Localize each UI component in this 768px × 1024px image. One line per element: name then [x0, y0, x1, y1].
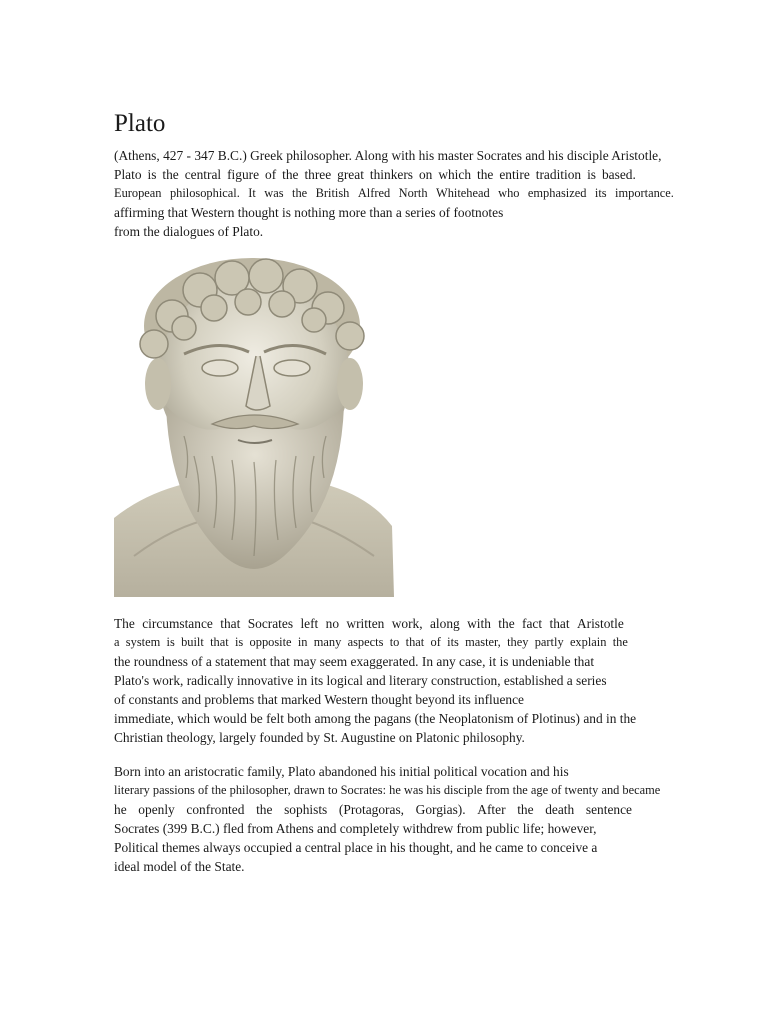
- word: European: [114, 186, 162, 200]
- word: the: [517, 802, 534, 817]
- word: on: [418, 167, 433, 182]
- word: Whitehead: [436, 186, 490, 200]
- word: that: [210, 635, 229, 649]
- paragraph-line: Born into an aristocratic family, Plato abandoned his initial political vocation and his: [114, 764, 569, 779]
- word: the: [498, 616, 515, 631]
- word: in: [297, 635, 308, 649]
- word: Aristotle: [576, 616, 624, 631]
- word: explain: [569, 635, 607, 649]
- word: system: [125, 635, 161, 649]
- intro-line: [114, 184, 674, 203]
- paragraph-line: [114, 614, 624, 633]
- word: importance.: [615, 186, 674, 200]
- paragraph-line: literary passions of the philosopher, drawn to Socrates: he was his disciple from the age of twenty and became: [114, 783, 661, 797]
- word: is: [587, 167, 597, 182]
- word: opposite: [249, 635, 292, 649]
- word: master,: [465, 635, 501, 649]
- word: openly: [138, 802, 175, 817]
- word: (Protagoras,: [338, 802, 404, 817]
- word: is: [147, 167, 157, 182]
- word: sentence: [585, 802, 632, 817]
- paragraph-line: ideal model of the State.: [114, 859, 245, 874]
- word: aspects: [347, 635, 384, 649]
- word: thinkers: [369, 167, 414, 182]
- word: fact: [522, 616, 543, 631]
- word: is: [166, 635, 175, 649]
- page-title: Plato: [114, 110, 166, 137]
- word: to: [389, 635, 400, 649]
- word: great: [337, 167, 364, 182]
- word: of: [430, 635, 441, 649]
- paragraph-line: Socrates (399 B.C.) fled from Athens and completely withdrew from public life; however,: [114, 821, 597, 836]
- word: Socrates: [247, 616, 294, 631]
- word: many: [313, 635, 342, 649]
- word: is: [234, 635, 244, 649]
- word: North: [398, 186, 428, 200]
- intro-line: affirming that Western thought is nothing more than a series of footnotes: [114, 205, 504, 220]
- paragraph-line: immediate, which would be felt both among the pagans (the Neoplatonism of Plotinus) and in the: [114, 711, 637, 726]
- word: tradition: [535, 167, 582, 182]
- word: three: [304, 167, 332, 182]
- word: who: [498, 186, 520, 200]
- word: written: [346, 616, 385, 631]
- word: the: [282, 167, 299, 182]
- intro-line: (Athens, 427 - 347 B.C.) Greek philosopher. Along with his master Socrates and his disciple Aristotle,: [114, 148, 662, 163]
- word: figure: [227, 167, 260, 182]
- word: sophists: [284, 802, 328, 817]
- word: its: [594, 186, 607, 200]
- word: with: [467, 616, 491, 631]
- word: its: [447, 635, 459, 649]
- word: they: [507, 635, 529, 649]
- paragraph-line: Plato's work, radically innovative in its logical and literary construction, established a series: [114, 673, 607, 688]
- word: he: [114, 802, 127, 817]
- word: the: [477, 167, 494, 182]
- paragraph-line: Political themes always occupied a central place in his thought, and he came to conceive a: [114, 840, 598, 855]
- word: built: [181, 635, 204, 649]
- word: the: [256, 802, 273, 817]
- word: was: [264, 186, 284, 200]
- paragraph-line: [114, 800, 632, 819]
- word: entire: [499, 167, 530, 182]
- word: emphasized: [527, 186, 587, 200]
- paragraph-line: of constants and problems that marked Western thought beyond its influence: [114, 692, 524, 707]
- word: left: [300, 616, 319, 631]
- word: along: [429, 616, 460, 631]
- word: philosophical.: [169, 186, 240, 200]
- word: that: [405, 635, 425, 649]
- word: Alfred: [357, 186, 391, 200]
- word: Plato: [114, 167, 142, 182]
- word: The: [114, 616, 135, 631]
- word: that: [549, 616, 570, 631]
- word: the: [612, 635, 628, 649]
- word: circumstance: [142, 616, 213, 631]
- word: that: [220, 616, 241, 631]
- word: a: [114, 635, 120, 649]
- intro-line: from the dialogues of Plato.: [114, 224, 264, 239]
- word: the: [162, 167, 179, 182]
- word: It: [248, 186, 256, 200]
- paragraph-line: [114, 633, 628, 652]
- word: no: [325, 616, 340, 631]
- word: which: [438, 167, 472, 182]
- paragraph-line: Christian theology, largely founded by St. Augustine on Platonic philosophy.: [114, 730, 525, 745]
- paragraph-line: the roundness of a statement that may seem exaggerated. In any case, it is undeniable that: [114, 654, 595, 669]
- word: of: [265, 167, 277, 182]
- word: confronted: [186, 802, 245, 817]
- word: death: [545, 802, 575, 817]
- word: partly: [534, 635, 564, 649]
- word: the: [292, 186, 308, 200]
- word: Gorgias).: [415, 802, 466, 817]
- word: After: [477, 802, 506, 817]
- word: work,: [391, 616, 423, 631]
- plato-bust-image: [114, 256, 394, 597]
- word: central: [184, 167, 222, 182]
- word: based.: [601, 167, 636, 182]
- intro-line: [114, 165, 636, 184]
- word: British: [315, 186, 350, 200]
